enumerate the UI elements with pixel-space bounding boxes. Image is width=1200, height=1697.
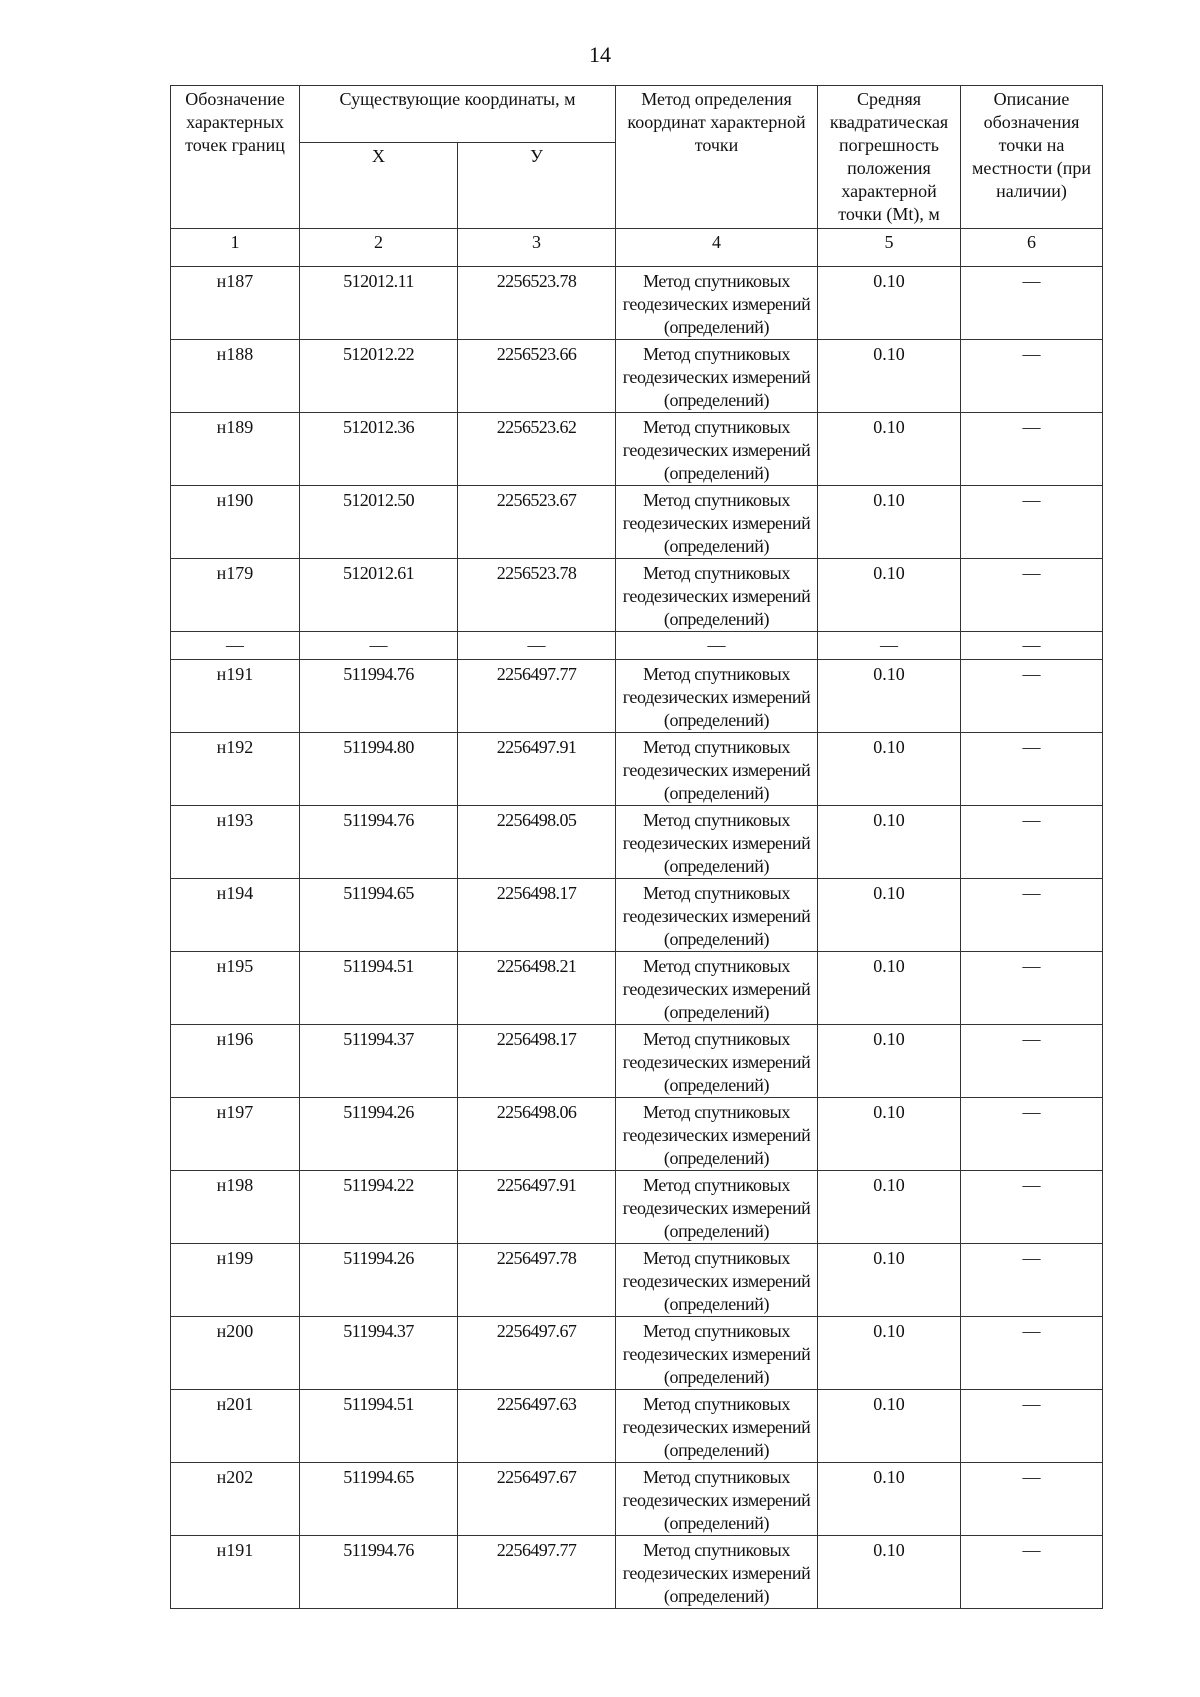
cell-error: 0.10	[818, 1390, 961, 1463]
table-row	[171, 1244, 1103, 1317]
cell-y: 2256497.78	[458, 1244, 616, 1317]
cell-method: Метод спутниковых геодезических измерений (определений)	[616, 1025, 818, 1098]
cell-method: Метод спутниковых геодезических измерений (определений)	[616, 267, 818, 340]
cell-x: 511994.37	[300, 1317, 458, 1390]
cell-error: 0.10	[818, 1317, 961, 1390]
cell-description: —	[961, 1463, 1103, 1536]
cell-error: 0.10	[818, 806, 961, 879]
separator-dash: —	[458, 632, 616, 660]
cell-y: 2256523.78	[458, 267, 616, 340]
table-row	[171, 1317, 1103, 1390]
cell-y: 2256498.21	[458, 952, 616, 1025]
cell-point-id: н196	[171, 1025, 300, 1098]
cell-error: 0.10	[818, 1244, 961, 1317]
cell-description: —	[961, 1390, 1103, 1463]
table-row	[171, 1536, 1103, 1609]
cell-point-id: н192	[171, 733, 300, 806]
cell-error: 0.10	[818, 486, 961, 559]
column-number: 5	[818, 229, 961, 267]
cell-method: Метод спутниковых геодезических измерений (определений)	[616, 340, 818, 413]
cell-point-id: н191	[171, 660, 300, 733]
cell-x: 511994.76	[300, 1536, 458, 1609]
table-row	[171, 1098, 1103, 1171]
header-method: Метод определения координат характерной точки	[616, 86, 818, 229]
header-y: У	[458, 143, 616, 229]
cell-point-id: н198	[171, 1171, 300, 1244]
column-number: 4	[616, 229, 818, 267]
cell-description: —	[961, 733, 1103, 806]
cell-point-id: н190	[171, 486, 300, 559]
table-row	[171, 340, 1103, 413]
cell-y: 2256498.05	[458, 806, 616, 879]
cell-point-id: н201	[171, 1390, 300, 1463]
separator-dash: —	[961, 632, 1103, 660]
cell-x: 512012.11	[300, 267, 458, 340]
cell-y: 2256523.62	[458, 413, 616, 486]
cell-y: 2256498.17	[458, 1025, 616, 1098]
cell-x: 511994.26	[300, 1098, 458, 1171]
cell-y: 2256497.91	[458, 1171, 616, 1244]
page-number: 14	[589, 42, 611, 67]
cell-point-id: н191	[171, 1536, 300, 1609]
cell-x: 511994.37	[300, 1025, 458, 1098]
cell-error: 0.10	[818, 413, 961, 486]
cell-method: Метод спутниковых геодезических измерений (определений)	[616, 1244, 818, 1317]
cell-point-id: н197	[171, 1098, 300, 1171]
cell-x: 511994.76	[300, 660, 458, 733]
table-row	[171, 1463, 1103, 1536]
cell-description: —	[961, 486, 1103, 559]
coordinates-table	[170, 85, 1103, 1609]
column-number: 2	[300, 229, 458, 267]
cell-x: 511994.80	[300, 733, 458, 806]
table-row	[171, 1390, 1103, 1463]
header-existing-coordinates: Существующие координаты, м	[300, 86, 616, 143]
cell-point-id: н189	[171, 413, 300, 486]
separator-row	[171, 632, 1103, 660]
cell-method: Метод спутниковых геодезических измерений (определений)	[616, 1536, 818, 1609]
column-number: 3	[458, 229, 616, 267]
cell-method: Метод спутниковых геодезических измерений (определений)	[616, 1390, 818, 1463]
cell-x: 511994.51	[300, 952, 458, 1025]
cell-x: 512012.61	[300, 559, 458, 632]
cell-point-id: н200	[171, 1317, 300, 1390]
table-row	[171, 413, 1103, 486]
header-point-designation: Обозначение характерных точек границ	[171, 86, 300, 229]
cell-method: Метод спутниковых геодезических измерений (определений)	[616, 806, 818, 879]
cell-point-id: н194	[171, 879, 300, 952]
cell-x: 511994.76	[300, 806, 458, 879]
cell-description: —	[961, 1244, 1103, 1317]
cell-y: 2256523.66	[458, 340, 616, 413]
cell-y: 2256498.17	[458, 879, 616, 952]
cell-y: 2256523.67	[458, 486, 616, 559]
cell-error: 0.10	[818, 1463, 961, 1536]
cell-y: 2256497.91	[458, 733, 616, 806]
column-number: 6	[961, 229, 1103, 267]
cell-point-id: н199	[171, 1244, 300, 1317]
cell-method: Метод спутниковых геодезических измерений (определений)	[616, 413, 818, 486]
table-row	[171, 267, 1103, 340]
cell-point-id: н179	[171, 559, 300, 632]
cell-point-id: н188	[171, 340, 300, 413]
header-description: Описание обозначения точки на местности (при наличии)	[961, 86, 1103, 229]
cell-description: —	[961, 267, 1103, 340]
cell-description: —	[961, 1098, 1103, 1171]
separator-dash: —	[616, 632, 818, 660]
cell-x: 512012.50	[300, 486, 458, 559]
table-row	[171, 559, 1103, 632]
cell-method: Метод спутниковых геодезических измерений (определений)	[616, 486, 818, 559]
cell-error: 0.10	[818, 879, 961, 952]
table-row	[171, 1171, 1103, 1244]
cell-y: 2256497.67	[458, 1463, 616, 1536]
cell-y: 2256497.77	[458, 1536, 616, 1609]
table-body	[171, 267, 1103, 1609]
cell-x: 512012.36	[300, 413, 458, 486]
cell-method: Метод спутниковых геодезических измерений (определений)	[616, 1463, 818, 1536]
cell-x: 511994.65	[300, 879, 458, 952]
separator-dash: —	[818, 632, 961, 660]
cell-description: —	[961, 413, 1103, 486]
cell-method: Метод спутниковых геодезических измерений (определений)	[616, 559, 818, 632]
table-row	[171, 733, 1103, 806]
table-row	[171, 1025, 1103, 1098]
table-row	[171, 952, 1103, 1025]
cell-description: —	[961, 1171, 1103, 1244]
cell-y: 2256497.77	[458, 660, 616, 733]
header-x: X	[300, 143, 458, 229]
header-mean-square-error: Средняя квадратическая погрешность положения характерной точки (Mt), м	[818, 86, 961, 229]
cell-y: 2256498.06	[458, 1098, 616, 1171]
cell-description: —	[961, 1025, 1103, 1098]
cell-y: 2256497.63	[458, 1390, 616, 1463]
cell-method: Метод спутниковых геодезических измерений (определений)	[616, 952, 818, 1025]
cell-description: —	[961, 340, 1103, 413]
separator-dash: —	[171, 632, 300, 660]
table-row	[171, 486, 1103, 559]
cell-method: Метод спутниковых геодезических измерений (определений)	[616, 879, 818, 952]
cell-point-id: н195	[171, 952, 300, 1025]
table-header	[171, 86, 1103, 267]
table-row	[171, 660, 1103, 733]
separator-dash: —	[300, 632, 458, 660]
cell-x: 512012.22	[300, 340, 458, 413]
cell-y: 2256497.67	[458, 1317, 616, 1390]
cell-x: 511994.22	[300, 1171, 458, 1244]
cell-error: 0.10	[818, 1536, 961, 1609]
cell-error: 0.10	[818, 340, 961, 413]
column-number-row	[171, 229, 1103, 267]
cell-description: —	[961, 806, 1103, 879]
cell-description: —	[961, 952, 1103, 1025]
cell-method: Метод спутниковых геодезических измерений (определений)	[616, 1317, 818, 1390]
cell-error: 0.10	[818, 733, 961, 806]
cell-error: 0.10	[818, 660, 961, 733]
cell-point-id: н193	[171, 806, 300, 879]
cell-method: Метод спутниковых геодезических измерений (определений)	[616, 1171, 818, 1244]
cell-error: 0.10	[818, 1171, 961, 1244]
cell-method: Метод спутниковых геодезических измерений (определений)	[616, 733, 818, 806]
cell-error: 0.10	[818, 1025, 961, 1098]
cell-description: —	[961, 879, 1103, 952]
cell-description: —	[961, 559, 1103, 632]
cell-error: 0.10	[818, 1098, 961, 1171]
cell-description: —	[961, 660, 1103, 733]
cell-point-id: н202	[171, 1463, 300, 1536]
cell-point-id: н187	[171, 267, 300, 340]
table-row	[171, 806, 1103, 879]
cell-method: Метод спутниковых геодезических измерений (определений)	[616, 660, 818, 733]
cell-error: 0.10	[818, 952, 961, 1025]
column-number: 1	[171, 229, 300, 267]
cell-x: 511994.51	[300, 1390, 458, 1463]
cell-error: 0.10	[818, 559, 961, 632]
cell-x: 511994.65	[300, 1463, 458, 1536]
table-row	[171, 879, 1103, 952]
cell-description: —	[961, 1536, 1103, 1609]
cell-error: 0.10	[818, 267, 961, 340]
cell-x: 511994.26	[300, 1244, 458, 1317]
cell-description: —	[961, 1317, 1103, 1390]
cell-method: Метод спутниковых геодезических измерений (определений)	[616, 1098, 818, 1171]
cell-y: 2256523.78	[458, 559, 616, 632]
